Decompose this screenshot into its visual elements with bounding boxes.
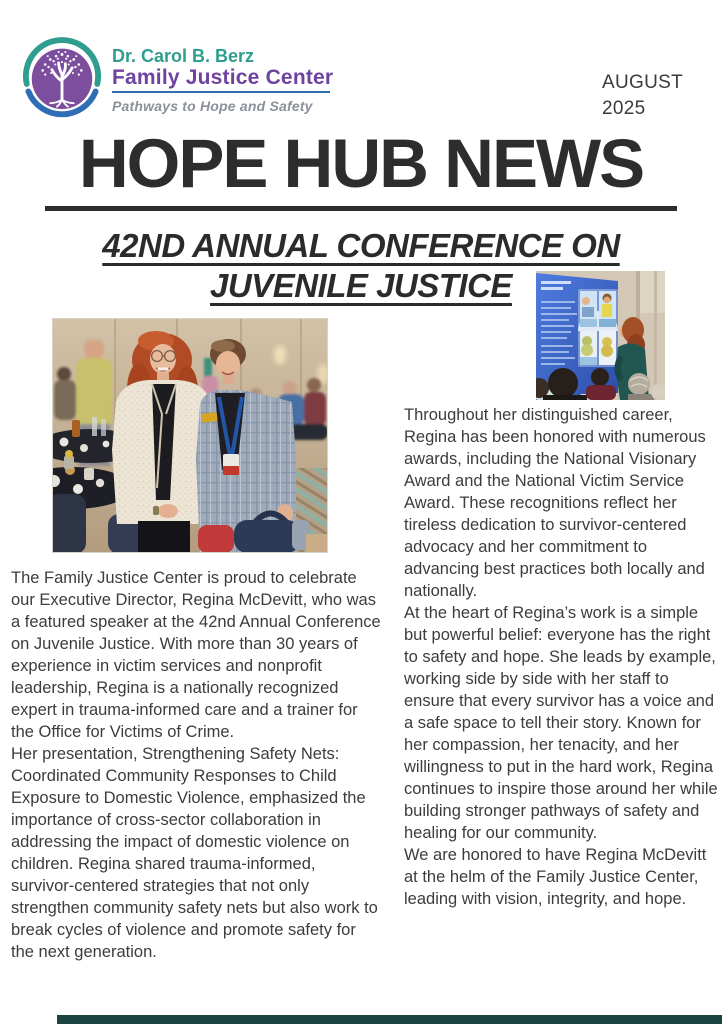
headline-line1: 42ND ANNUAL CONFERENCE ON (102, 227, 620, 264)
issue-year: 2025 (602, 98, 646, 119)
issue-date (602, 70, 683, 122)
paragraph: At the heart of Regina’s work is a simple but powerful belief: everyone has the right to safety and hope. She leads by example, working side by side with her staff to ensure that every survivor has a voice and a safe space to tell their story. Known for her compassion, her tenacity, and her willingness to put in the hard work, Regina continues to inspire those around her while building stronger pathways of safety and healing for our community. (404, 604, 718, 842)
logo-tagline: Pathways to Hope and Safety (112, 98, 313, 114)
article-right-column (404, 404, 722, 910)
header (20, 36, 333, 120)
headline-line2: JUVENILE JUSTICE (210, 267, 512, 304)
tree-logo-icon (20, 36, 104, 120)
masthead-underline (45, 206, 677, 211)
presentation-photo (536, 271, 665, 400)
slide-illustrations (578, 289, 618, 367)
issue-month: AUGUST (602, 72, 683, 93)
paragraph: The Family Justice Center is proud to celebrate our Executive Director, Regina McDevitt, who was a featured speaker at the 42nd Annual Conference on Juvenile Justice. With more than 30 years of experience in victim services and nonprofit leadership, Regina is a nationally recognized expert in trauma-informed care and a trainer for the Office for Victims of Crime. (11, 569, 381, 741)
conference-photo (52, 318, 328, 553)
article-left-column (11, 567, 383, 963)
logo-org-name: Family Justice Center (112, 66, 334, 89)
masthead-title: HOPE HUB NEWS (78, 125, 644, 202)
logo-text-block (112, 46, 333, 114)
logo-org-prefix: Dr. Carol B. Berz (112, 46, 255, 66)
paragraph: Throughout her distinguished career, Regina has been honored with numerous awards, including the National Visionary Award and the National Victim Service Award. These recognitions reflect her tireless dedication to survivor-centered advocacy and her commitment to advancing best practices both locally and nationally. (404, 406, 706, 600)
logo-underline (112, 91, 330, 93)
paragraph: We are honored to have Regina McDevitt at the helm of the Family Justice Center, leading with vision, integrity, and hope. (404, 846, 707, 908)
footer-accent-bar (57, 1015, 722, 1024)
paragraph: Her presentation, Strengthening Safety Nets: Coordinated Community Responses to Child Exposure to Domestic Violence, emphasized the importance of cross-sector collaboration in addressing the impact of domestic violence on children. Regina shared trauma-informed, survivor-centered strategies that not only strengthen community safety nets but also work to break cycles of violence and promote safety for the next generation. (11, 745, 378, 961)
